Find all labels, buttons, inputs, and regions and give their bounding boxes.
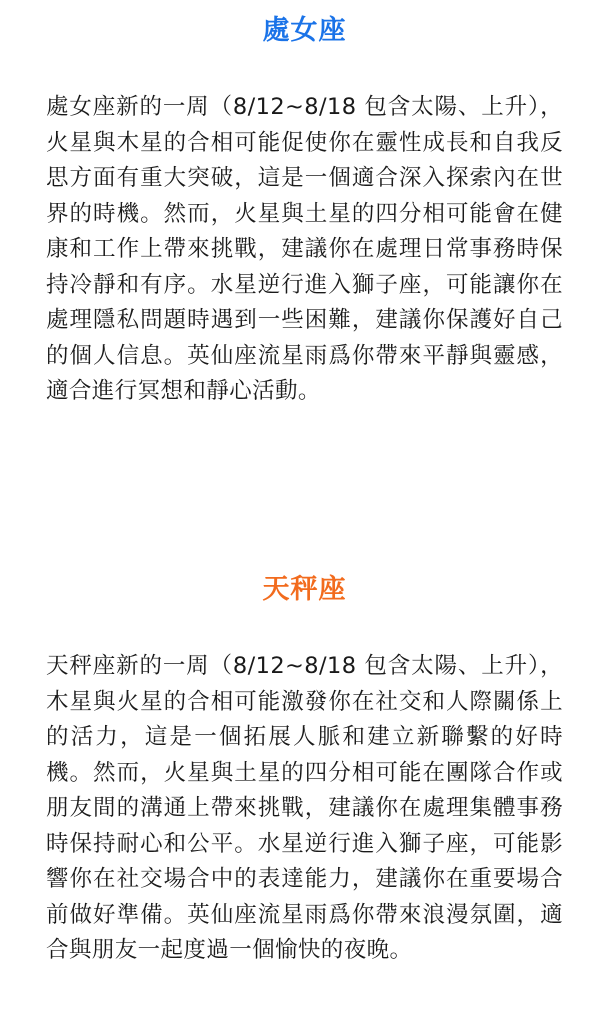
libra-title: 天秤座 [262, 574, 347, 605]
virgo-horoscope-text: 處女座新的一周（8/12~8/18 包含太陽、上升），火星與木星的合相可能促使你在靈性成長和自我反思方面有重大突破，這是一個適合深入探索內在世界的時機。然而，火星與土星的四分相可能會在健康和工作上帶來挑戰，建議你在處理日常事務時保持冷靜和有序。水星逆行進入獅子座，可能讓你在處理隱私問題時遇到一些困難，建議你保護好自己的個人信息。英仙座流星雨爲你帶來平靜與靈感，適合進行冥想和靜心活動。 [46, 94, 563, 404]
virgo-title: 處女座 [262, 15, 347, 46]
virgo-section [0, 0, 609, 410]
libra-section [0, 560, 609, 969]
libra-horoscope-text: 天秤座新的一周（8/12~8/18 包含太陽、上升），木星與火星的合相可能激發你在社交和人際關係上的活力，這是一個拓展人脈和建立新聯繫的好時機。然而，火星與土星的四分相可能在團隊合作或朋友間的溝通上帶來挑戰，建議你在處理集體事務時保持耐心和公平。水星逆行進入獅子座，可能影響你在社交場合中的表達能力，建議你在重要場合前做好準備。英仙座流星雨爲你帶來浪漫氛圍，適合與朋友一起度過一個愉快的夜晚。 [46, 653, 563, 963]
